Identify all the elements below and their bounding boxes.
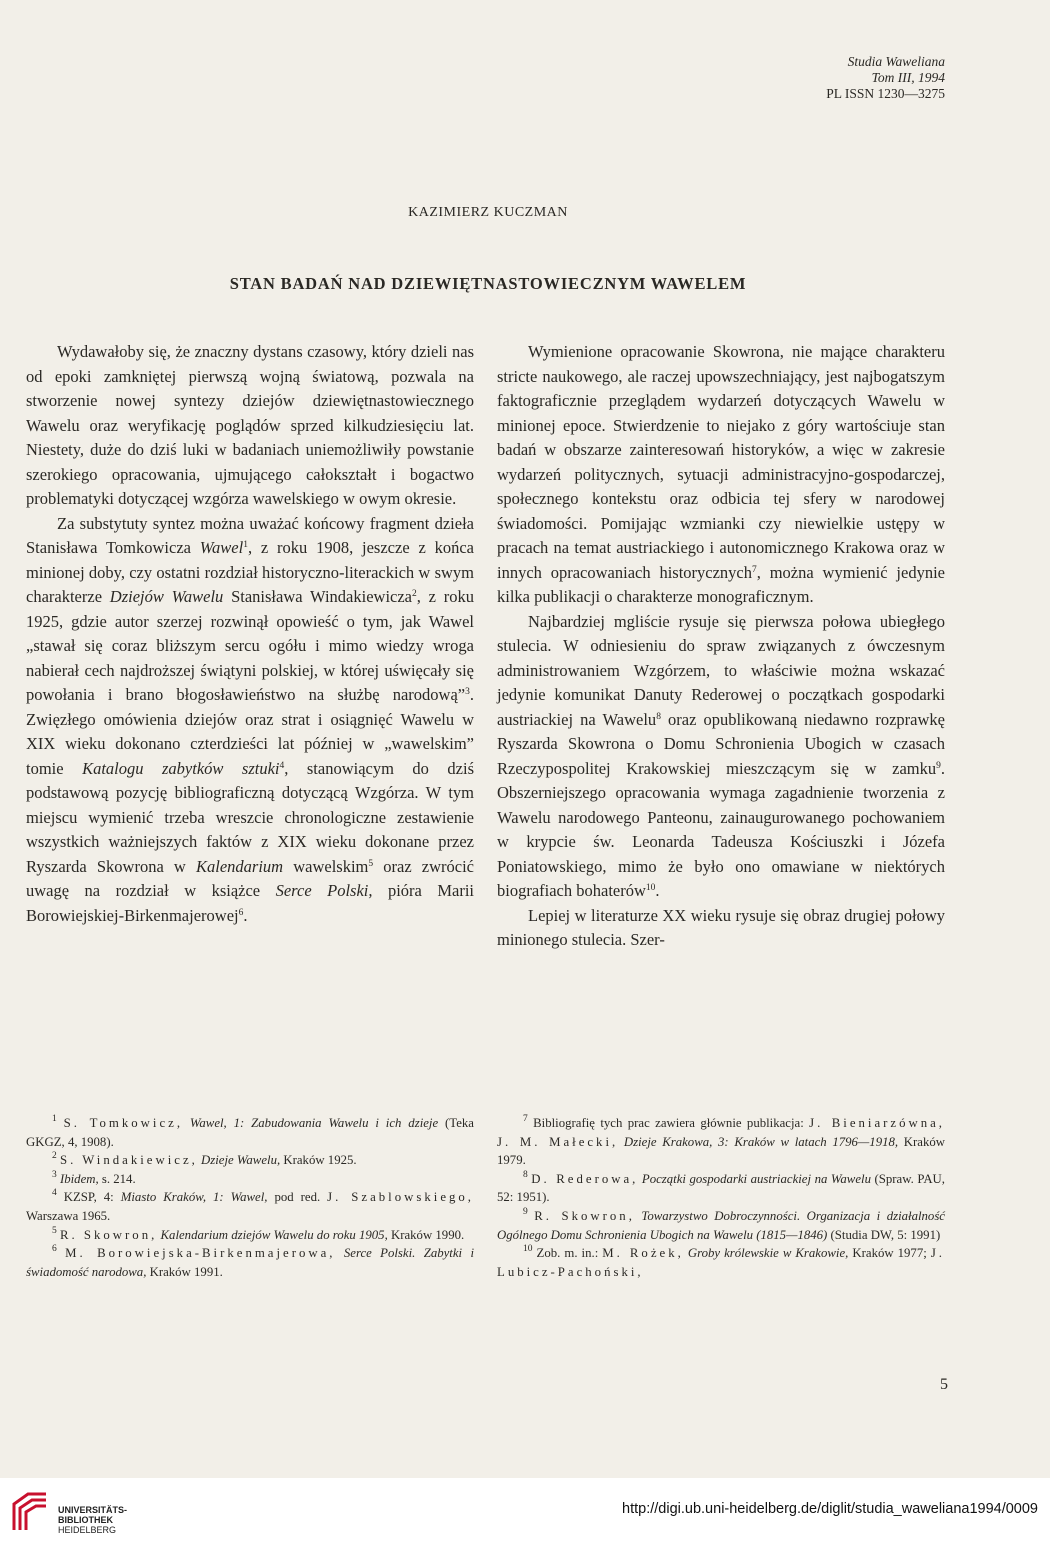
footnote-text: Kraków 1990. <box>387 1227 465 1242</box>
footnote-title: Groby królewskie w Krakowie, <box>683 1246 849 1261</box>
footnote-title: Początki gospodarki austriackiej na Wawelu <box>638 1171 871 1186</box>
footnotes-right <box>497 1114 945 1281</box>
italic-title: Serce Polski, <box>275 881 373 900</box>
page-number: 5 <box>940 1376 948 1393</box>
footnote-text: Warszawa 1965. <box>26 1208 111 1223</box>
italic-title: Wawel <box>199 538 244 557</box>
footnote-ref[interactable]: 10 <box>645 883 656 893</box>
journal-volume: Tom III, 1994 <box>871 70 945 85</box>
footnote-text: Kraków 1979. <box>497 1134 945 1168</box>
footnote-title: Wawel, 1: Zabudowania Wawelu i ich dzieje <box>183 1116 439 1130</box>
footnote-number: 4 <box>52 1188 57 1199</box>
library-logo-icon <box>10 1490 50 1534</box>
text-run: wawelskim <box>283 856 369 876</box>
footnote-text: (Studia DW, 5: 1991) <box>827 1227 941 1242</box>
logo-stroke <box>26 1506 46 1530</box>
article-title: STAN BADAŃ NAD DZIEWIĘTNASTOWIECZNYM WAWELEM <box>229 274 747 293</box>
footnote-author: M. Rożek, <box>602 1246 684 1261</box>
footnote-ref[interactable]: 6 <box>238 907 244 918</box>
footnote-text: KZSP, 4: <box>63 1190 121 1205</box>
text-run: . <box>243 905 248 925</box>
footnote-text: Zob. m. in.: <box>536 1246 603 1261</box>
italic-title: Katalogu zabytków sztuki <box>82 758 280 778</box>
body-column-right <box>497 340 945 953</box>
text-run: . Zwięzłego omówienia dziejów oraz strat i osiągnięć Wawelu w XIX wieku dokonano czterdzieści lat później w „wawelskim” tomie <box>26 685 474 778</box>
footnote-title: Miasto Kraków, 1: Wawel, <box>120 1190 268 1205</box>
footnote-title: Kalendarium dziejów Wawelu do roku 1905, <box>157 1227 388 1242</box>
footnote-text: Kraków 1977; <box>848 1246 931 1261</box>
footnote-title: Towarzystwo Dobroczynności. Organizacja i działalność Ogólnego Domu Schronienia Ubogich na Wawelu (1815—1846) <box>497 1208 945 1242</box>
paragraph <box>26 512 474 929</box>
footnote-text: Kraków 1925. <box>280 1153 357 1168</box>
paragraph <box>497 340 945 610</box>
footnote-number: 6 <box>52 1244 57 1255</box>
footnote <box>497 1244 945 1281</box>
footnote-number: 3 <box>52 1169 57 1180</box>
text-run: Za substytuty syntez można uważać końcowy fragment dzieła Stanisława Tomkowicza <box>26 513 474 557</box>
footnote-ref[interactable]: 1 <box>243 540 248 550</box>
footnote-number: 8 <box>523 1169 528 1180</box>
library-name-line: HEIDELBERG <box>58 1525 117 1535</box>
text-run: oraz zwrócić uwagę na rozdział w książce <box>26 856 475 900</box>
footnote-text: (Teka GKGZ, 4, 1908). <box>26 1116 474 1149</box>
footnote-title: Serce Polski. Zabytki i świadomość narodowa, <box>26 1246 475 1279</box>
footnote-number: 10 <box>523 1244 533 1255</box>
paragraph: Wydawałoby się, że znaczny dystans czasowy, który dzieli nas od epoki zamkniętej pierwszą wojną światową, pozwala na stworzenie nowej syntezy dziejów dziewiętnastowiecznego Wawelu oraz weryfikację poglądów sprzed kilkudziesięciu lat. Niestety, duże do dziś luki w badaniach uniemożliwiły powstanie szerokiego opracowania, ujmującego całokształt i bogactwo problematyki dotyczącej wzgórza wawelskiego w owym okresie. <box>26 342 474 508</box>
text-run: . <box>655 881 660 900</box>
footnote-title: Dzieje Krakowa, 3: Kraków w latach 1796—1918, <box>618 1134 899 1149</box>
footnote <box>26 1244 474 1281</box>
italic-title: Dziejów Wawelu <box>109 587 224 606</box>
paragraph: Lepiej w literaturze XX wieku rysuje się obraz drugiej połowy minionego stulecia. Szer- <box>497 905 945 949</box>
text-run: Najbardziej mgliście rysuje się pierwsza połowa ubiegłego stulecia. W odniesieniu do spraw związanych z ówczesnym administrowaniem Wzgórzem, to właściwie można wskazać jedynie komunikat Danuty Rederowej o początkach gospodarki austriackiej na Wawelu <box>497 611 945 729</box>
footnote <box>497 1114 945 1170</box>
library-name <box>58 1505 127 1535</box>
footnote-ref[interactable]: 8 <box>656 711 661 722</box>
footnote-author: R. Skowron, <box>59 1227 158 1242</box>
digitization-footer <box>0 1478 1050 1560</box>
footnote-ref[interactable]: 5 <box>368 858 374 869</box>
footnote-number: 9 <box>523 1206 528 1217</box>
footnote-number: 7 <box>523 1114 528 1124</box>
footnote-number: 2 <box>52 1151 57 1162</box>
footnote-title: Dzieje Wawelu, <box>197 1153 281 1168</box>
footnote-ref[interactable]: 3 <box>465 687 470 697</box>
footnote-author: S. Windakiewicz, <box>59 1153 198 1168</box>
footnote-author: J. Lubicz-Pachoński, <box>497 1246 945 1279</box>
footnote-title: Ibidem, <box>59 1171 99 1186</box>
footnote <box>26 1188 474 1225</box>
footnote-text: Kraków 1991. <box>146 1264 223 1279</box>
footnote-ref[interactable]: 2 <box>412 589 417 599</box>
paragraph <box>497 610 945 904</box>
footnote-text: Bibliografię tych prac zawiera głównie publikacja: <box>533 1116 810 1130</box>
footnote <box>26 1151 474 1170</box>
permalink-url[interactable]: http://digi.ub.uni-heidelberg.de/diglit/studia_waweliana1994/0009 <box>622 1501 1038 1517</box>
footnote-text: pod red. <box>267 1190 328 1205</box>
text-run: oraz opublikowaną niedawno rozprawkę Ryszarda Skowrona o Domu Schronienia Ubogich w czasach Rzeczypospolitej Krakowskiej mieszczącym się w zamku <box>497 709 945 778</box>
footnote-ref[interactable]: 4 <box>279 760 285 771</box>
footnote <box>26 1170 474 1189</box>
body-column-left <box>26 340 474 928</box>
footnote <box>497 1207 945 1244</box>
text-run: , stanowiącym do dziś podstawową pozycję bibliograficzną dotyczącą Wzgórza. W tym miejscu wymienić trzeba wreszcie chronologiczne zestawienie wszystkich ważniejszych faktów z XIX wieku dokonane przez Ryszarda Skowrona w <box>26 758 475 876</box>
footnote-ref[interactable]: 9 <box>936 760 941 771</box>
footnote-number: 5 <box>52 1225 57 1236</box>
text-run: , z roku 1908, jeszcze z końca minionej doby, czy ostatni rozdział historyczno-literackich w swym charakterze <box>26 538 474 606</box>
footnote-number: 1 <box>52 1114 57 1124</box>
footnote-author: R. Skowron, <box>534 1208 635 1223</box>
footnote-author: D. Rederowa, <box>531 1171 639 1186</box>
italic-title: Kalendarium <box>195 856 284 876</box>
journal-issn: PL ISSN 1230—3275 <box>826 86 945 101</box>
text-run: . Obszerniejszego opracowania wymaga zagadnienie tworzenia z Wawelu narodowego Panteonu, zainaugurowanego pochowaniem w krypcie św. Leonarda Tadeusza Kościuszki i Józefa Poniatowskiego, mimo że było ono omawiane w niektórych biografiach bohaterów <box>497 758 945 900</box>
text-run: , z roku 1925, gdzie autor szerzej rozwinął opowieść o tym, jak Wawel „stawał się coraz bliższym sercu ogółu i mimo wiedzy wroga nabierał cech najdroższej świątyni polskiej, w której uświęcały się powołania i brano błogosławieństwo na służbę narodową” <box>26 587 475 704</box>
footnote <box>26 1114 474 1151</box>
footnote <box>26 1226 474 1245</box>
text-run: , można wymienić jedynie kilka publikacji o charakterze monograficznym. <box>497 562 945 606</box>
journal-name: Studia Waweliana <box>847 54 945 69</box>
text-run: pióra Marii Borowiejskiej-Birkenmajerowej <box>26 881 474 925</box>
footnote-author: J. Szablowskiego, <box>327 1190 474 1205</box>
footnote <box>497 1170 945 1207</box>
library-name-line: BIBLIOTHEK <box>58 1515 113 1525</box>
journal-header <box>826 54 945 102</box>
library-name-line: UNIVERSITÄTS- <box>58 1505 128 1515</box>
footnotes-left <box>26 1114 474 1281</box>
footnote-text: (Spraw. PAU, 52: 1951). <box>497 1171 945 1205</box>
footnote-author: J. Bieniarzówna, J. M. Małecki, <box>497 1116 945 1149</box>
footnote-author: M. Borowiejska-Birkenmajerowa, <box>65 1246 336 1261</box>
article-author: KAZIMIERZ KUCZMAN <box>408 205 568 220</box>
footnote-ref[interactable]: 7 <box>752 564 757 575</box>
text-run: Wymienione opracowanie Skowrona, nie mające charakteru stricte naukowego, ale raczej upowszechniający, jest najbogatszym faktograficznie przeglądem wydarzeń dotyczących Wawelu w minionej epoce. Stwierdzenie to niejako z góry wartościuje stan badań w obszarze zainteresowań historyków, a więc w zakresie wydarzeń politycznych, sytuacji administracyjno-gospodarczej, społecznego kontekstu oraz odbicia tej sfery w narodowej świadomości. Pomijając wzmianki czy niewielkie ustępy w pracach na temat austriackiego i autonomicznego Krakowa oraz w innych opracowaniach historycznych <box>497 342 945 582</box>
text-run: Stanisława Windakiewicza <box>223 587 413 606</box>
footnote-text: s. 214. <box>98 1171 136 1186</box>
footnote-author: S. Tomkowicz, <box>63 1116 184 1130</box>
